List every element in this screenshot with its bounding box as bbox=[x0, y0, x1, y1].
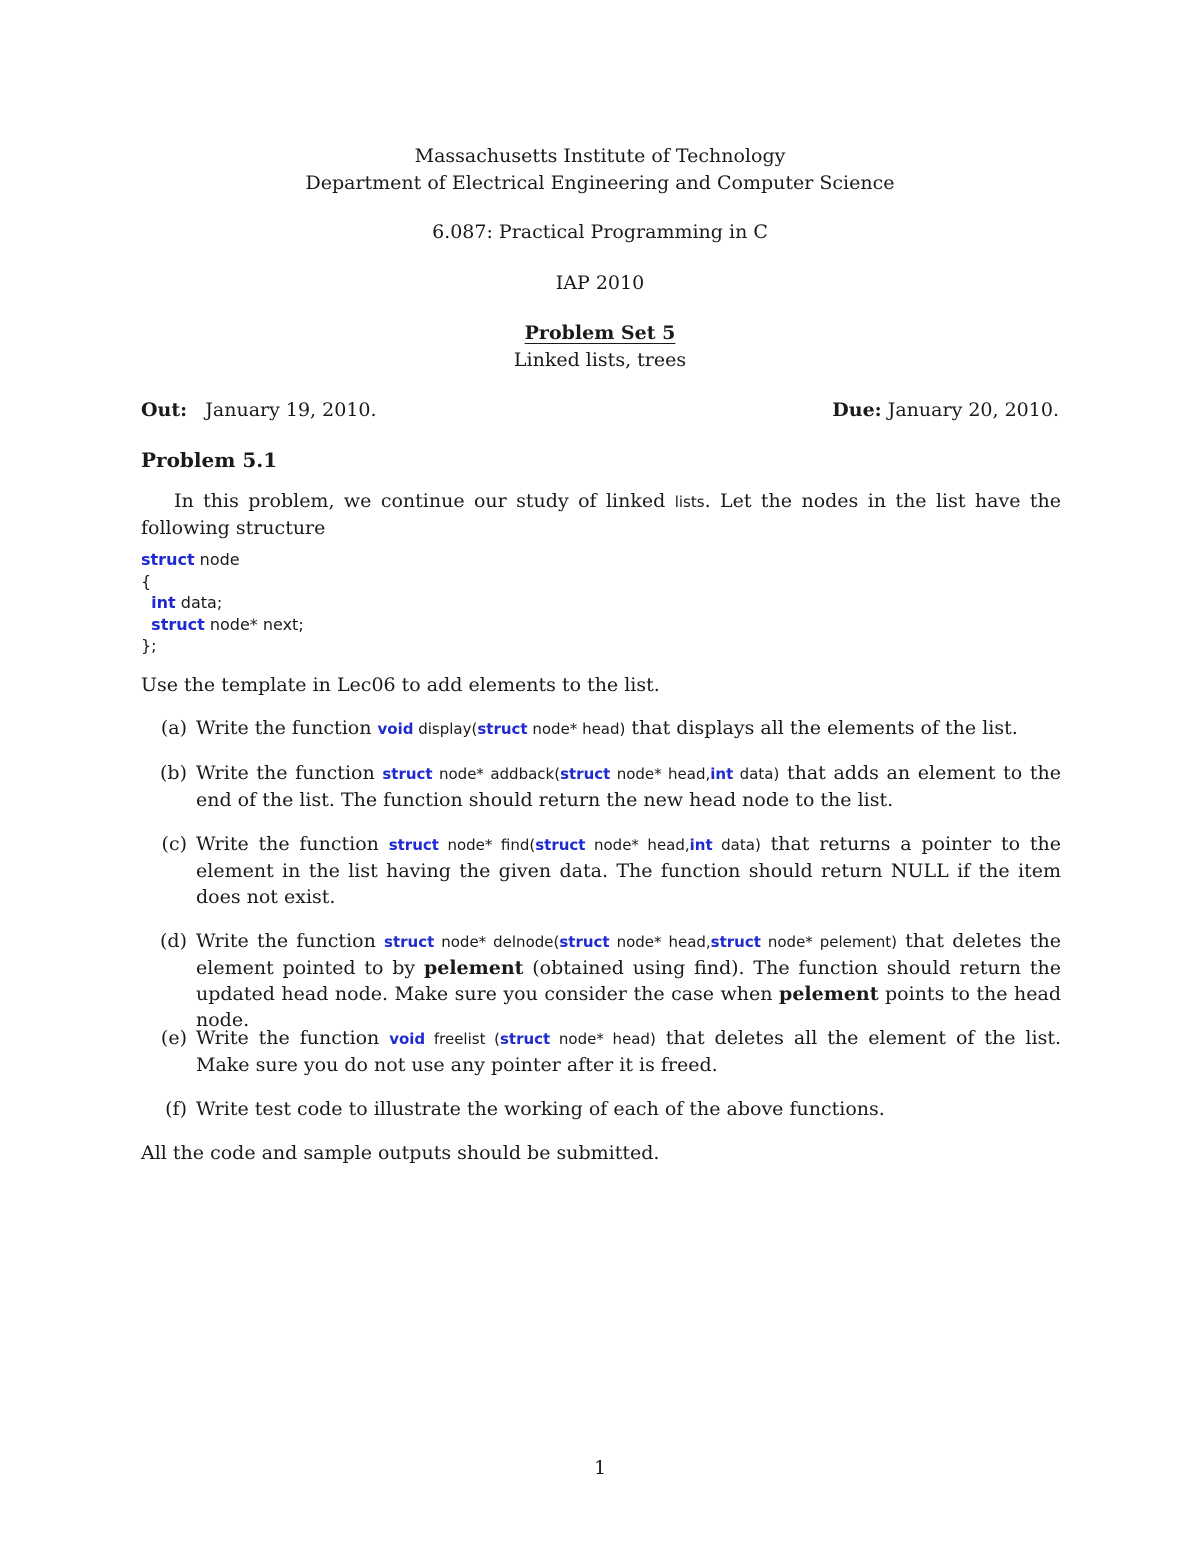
item-label: (a) bbox=[160, 717, 187, 739]
template-note: Use the template in Lec06 to add elements to the list. bbox=[141, 674, 660, 696]
due-value: January 20, 2010. bbox=[887, 399, 1059, 421]
term: IAP 2010 bbox=[555, 272, 645, 294]
code-line: { bbox=[141, 571, 152, 591]
due-label: Due: bbox=[832, 399, 882, 421]
problem-set-title: Problem Set 5 bbox=[524, 322, 676, 344]
out-date bbox=[141, 398, 377, 422]
code-line: int data; bbox=[151, 593, 223, 612]
code-line: }; bbox=[141, 636, 157, 655]
item-label: (d) bbox=[160, 930, 187, 952]
page-number: 1 bbox=[593, 1457, 607, 1479]
problem-intro: In this problem, we continue our study of linked lists. Let the nodes in the list have the following structure bbox=[141, 490, 1061, 539]
institution-name: Massachusetts Institute of Technology bbox=[414, 145, 786, 167]
lists-word: lists bbox=[674, 493, 705, 511]
item-text: Write the function struct node* addback(struct node* head,int data) that adds an element to the end of the list. The function should return the new head node to the list. bbox=[196, 762, 1061, 811]
problem-heading: Problem 5.1 bbox=[141, 448, 278, 472]
due-date bbox=[832, 398, 1059, 422]
closing-note: All the code and sample outputs should be submitted. bbox=[141, 1142, 660, 1164]
code-block bbox=[141, 549, 304, 657]
problem-set-subtitle: Linked lists, trees bbox=[513, 349, 687, 371]
code-line: struct node bbox=[141, 550, 240, 569]
item-label: (f) bbox=[165, 1098, 187, 1120]
item-text: Write the function struct node* delnode(struct node* head,struct node* pelement) that deletes the element pointed to by pelement (obtained using find). The function should return the updated head node. Make sure you consider the case when pelement points to the head node. bbox=[196, 930, 1061, 1031]
item-label: (b) bbox=[160, 762, 187, 784]
item-text: Write test code to illustrate the working of each of the above functions. bbox=[196, 1098, 885, 1120]
out-label: Out: bbox=[141, 399, 188, 421]
item-text: Write the function void display(struct node* head) that displays all the elements of the list. bbox=[196, 717, 1018, 739]
out-value: January 19, 2010. bbox=[205, 399, 377, 421]
item-text: Write the function struct node* find(struct node* head,int data) that returns a pointer to the element in the list having the given data. The function should return NULL if the item does not exist. bbox=[196, 833, 1061, 908]
item-text: Write the function void freelist (struct node* head) that deletes all the element of the list. Make sure you do not use any pointer after it is freed. bbox=[196, 1027, 1061, 1076]
code-line: struct node* next; bbox=[151, 614, 304, 634]
item-label: (c) bbox=[161, 833, 187, 855]
department-name: Department of Electrical Engineering and Computer Science bbox=[305, 172, 895, 194]
item-label: (e) bbox=[160, 1027, 187, 1049]
course-title: 6.087: Practical Programming in C bbox=[432, 221, 768, 243]
